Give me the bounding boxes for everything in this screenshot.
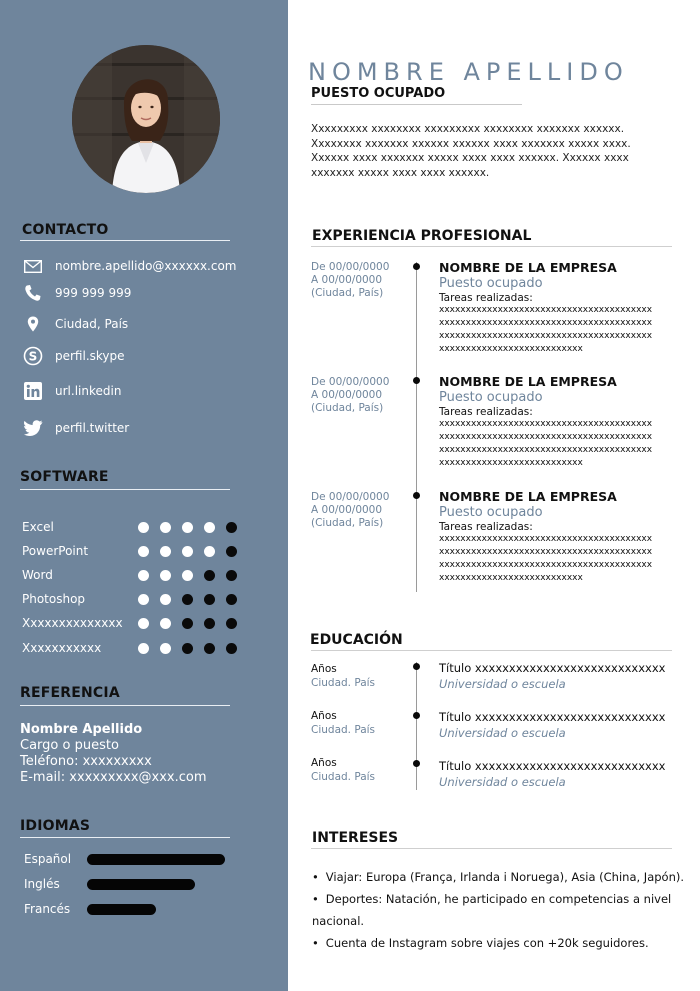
location-pin-icon bbox=[23, 314, 43, 334]
timeline-dot bbox=[413, 377, 420, 384]
skill-dot bbox=[138, 522, 149, 533]
contact-skype-text: perfil.skype bbox=[55, 349, 125, 363]
skill-dot bbox=[204, 643, 215, 654]
software-name: PowerPoint bbox=[22, 544, 89, 558]
interests-list bbox=[312, 866, 700, 954]
language-level-bar bbox=[87, 904, 156, 915]
contact-heading: CONTACTO bbox=[22, 222, 109, 238]
skill-dot bbox=[204, 618, 215, 629]
software-row bbox=[22, 543, 237, 559]
experience-entry bbox=[439, 260, 664, 356]
experience-timeline bbox=[416, 262, 417, 592]
software-row bbox=[22, 640, 237, 656]
contact-phone-text: 999 999 999 bbox=[55, 286, 132, 300]
skill-dot bbox=[160, 618, 171, 629]
institution-name: Universidad o escuela bbox=[439, 775, 566, 789]
company-name: NOMBRE DE LA EMPRESA bbox=[439, 489, 617, 504]
language-level-bar bbox=[87, 879, 195, 890]
interests-divider bbox=[311, 848, 672, 849]
skill-dot bbox=[138, 594, 149, 605]
linkedin-icon bbox=[23, 381, 43, 401]
skill-dot bbox=[226, 618, 237, 629]
timeline-dot bbox=[413, 492, 420, 499]
interest-item: • Cuenta de Instagram sobre viajes con +20k seguidores. bbox=[312, 932, 700, 954]
sidebar bbox=[0, 0, 288, 991]
education-city: Ciudad. País bbox=[311, 677, 376, 689]
contact-divider bbox=[20, 240, 230, 241]
skill-rating bbox=[138, 546, 237, 557]
language-name: Español bbox=[24, 852, 72, 866]
skill-dot bbox=[182, 570, 193, 581]
experience-from: De 00/00/0000 bbox=[311, 491, 390, 503]
contact-linkedin[interactable] bbox=[23, 381, 121, 401]
skill-dot bbox=[160, 570, 171, 581]
education-years: Años bbox=[311, 757, 337, 769]
skill-dot bbox=[226, 522, 237, 533]
education-years: Años bbox=[311, 663, 337, 675]
education-entry bbox=[439, 660, 665, 692]
contact-skype[interactable] bbox=[23, 346, 125, 366]
education-divider bbox=[311, 650, 672, 651]
reference-heading: REFERENCIA bbox=[20, 685, 120, 701]
full-name: NOMBRE APELLIDO bbox=[308, 58, 629, 86]
experience-to: A 00/00/0000 bbox=[311, 389, 383, 401]
skill-dot bbox=[182, 522, 193, 533]
language-row bbox=[24, 852, 225, 866]
education-heading: EDUCACIÓN bbox=[310, 632, 403, 648]
experience-heading: EXPERIENCIA PROFESIONAL bbox=[312, 228, 532, 244]
skill-rating bbox=[138, 643, 237, 654]
language-name: Inglés bbox=[24, 877, 60, 891]
skill-dot bbox=[226, 643, 237, 654]
education-city: Ciudad. País bbox=[311, 724, 376, 736]
experience-divider bbox=[311, 246, 672, 247]
reference-email[interactable]: E-mail: xxxxxxxxx@xxx.com bbox=[20, 770, 207, 785]
contact-twitter-text: perfil.twitter bbox=[55, 421, 130, 435]
interest-item: • Viajar: Europa (França, Irlanda i Noruega), Asia (China, Japón). bbox=[312, 866, 700, 888]
skill-rating bbox=[138, 618, 237, 629]
experience-place: (Ciudad, País) bbox=[311, 402, 384, 414]
experience-from: De 00/00/0000 bbox=[311, 261, 390, 273]
skill-rating bbox=[138, 594, 237, 605]
software-name: Xxxxxxxxxxxxxx bbox=[22, 616, 123, 630]
education-city: Ciudad. País bbox=[311, 771, 376, 783]
languages-divider bbox=[20, 837, 230, 838]
skill-dot bbox=[226, 570, 237, 581]
skill-dot bbox=[182, 643, 193, 654]
education-meta bbox=[311, 662, 375, 690]
software-heading: SOFTWARE bbox=[20, 469, 109, 485]
institution-name: Universidad o escuela bbox=[439, 677, 566, 691]
education-meta bbox=[311, 709, 375, 737]
software-name: Word bbox=[22, 568, 53, 582]
tasks-text: xxxxxxxxxxxxxxxxxxxxxxxxxxxxxxxxxxxxxxxxxxxxxxxxxxxxxxxxxxxxxxxxxxxxxxxxxxxxxxxxxxxxxxxxxxxxxxxxxxxxxxxxxxxxxxxxxxxxxxxxxxxxxxxxxxxxxxxxxxxxxxxxxxx bbox=[439, 534, 653, 583]
experience-place: (Ciudad, País) bbox=[311, 517, 384, 529]
skill-rating bbox=[138, 570, 237, 581]
software-name: Photoshop bbox=[22, 592, 86, 606]
experience-dates bbox=[311, 376, 389, 415]
education-entry bbox=[439, 709, 665, 741]
skill-dot bbox=[138, 570, 149, 581]
phone-icon bbox=[23, 283, 43, 303]
contact-location bbox=[23, 314, 128, 334]
skill-dot bbox=[160, 546, 171, 557]
timeline-dot bbox=[413, 760, 420, 767]
language-level-bar bbox=[87, 854, 225, 865]
reference-block bbox=[20, 722, 207, 786]
skill-dot bbox=[204, 594, 215, 605]
timeline-dot bbox=[413, 712, 420, 719]
job-title: PUESTO OCUPADO bbox=[311, 86, 446, 101]
skill-dot bbox=[204, 570, 215, 581]
degree-title: Título xxxxxxxxxxxxxxxxxxxxxxxxxxxx bbox=[439, 661, 666, 675]
skill-dot bbox=[226, 546, 237, 557]
language-row bbox=[24, 902, 156, 916]
intro-paragraph: Xxxxxxxxx xxxxxxxx xxxxxxxxx xxxxxxxx xxxxxxx xxxxxx. Xxxxxxxx xxxxxxx xxxxxx xxxxxx xxxx xxxxxxx xxxxx xxxx. Xxxxxx xxxx xxxxxxx xxxxx xxxx xxxx xxxxxx. Xxxxxx xxxx xxxxxxx xxxxx xxxx xxxx xxxxxx. bbox=[311, 123, 631, 179]
tasks-text: xxxxxxxxxxxxxxxxxxxxxxxxxxxxxxxxxxxxxxxxxxxxxxxxxxxxxxxxxxxxxxxxxxxxxxxxxxxxxxxxxxxxxxxxxxxxxxxxxxxxxxxxxxxxxxxxxxxxxxxxxxxxxxxxxxxxxxxxxxxxxxxxxxx bbox=[439, 305, 653, 354]
position-title: Puesto ocupado bbox=[439, 505, 543, 520]
contact-linkedin-text: url.linkedin bbox=[55, 384, 122, 398]
skill-dot bbox=[160, 522, 171, 533]
skill-rating bbox=[138, 522, 237, 533]
skill-dot bbox=[182, 594, 193, 605]
education-meta bbox=[311, 756, 375, 784]
languages-heading: IDIOMAS bbox=[20, 818, 91, 834]
company-name: NOMBRE DE LA EMPRESA bbox=[439, 374, 617, 389]
experience-from: De 00/00/0000 bbox=[311, 376, 390, 388]
skill-dot bbox=[160, 643, 171, 654]
software-name: Xxxxxxxxxxx bbox=[22, 641, 102, 655]
skill-dot bbox=[204, 546, 215, 557]
svg-text:S: S bbox=[28, 349, 38, 364]
education-timeline bbox=[416, 662, 417, 790]
experience-place: (Ciudad, País) bbox=[311, 287, 384, 299]
software-divider bbox=[20, 489, 230, 490]
skill-dot bbox=[182, 546, 193, 557]
degree-title: Título xxxxxxxxxxxxxxxxxxxxxxxxxxxx bbox=[439, 710, 666, 724]
software-name: Excel bbox=[22, 520, 54, 534]
experience-dates bbox=[311, 261, 389, 300]
reference-name: Nombre Apellido bbox=[20, 722, 143, 737]
skill-dot bbox=[138, 546, 149, 557]
skype-icon bbox=[23, 346, 43, 366]
contact-phone[interactable] bbox=[23, 283, 131, 303]
skill-dot bbox=[138, 643, 149, 654]
reference-role: Cargo o puesto bbox=[20, 738, 119, 753]
contact-email[interactable] bbox=[23, 256, 237, 276]
tasks-label: Tareas realizadas: bbox=[439, 406, 533, 418]
job-title-divider bbox=[311, 104, 522, 105]
software-row bbox=[22, 567, 237, 583]
experience-dates bbox=[311, 491, 389, 530]
skill-dot bbox=[182, 618, 193, 629]
timeline-dot bbox=[413, 663, 420, 670]
experience-to: A 00/00/0000 bbox=[311, 274, 383, 286]
contact-location-text: Ciudad, País bbox=[55, 317, 129, 331]
tasks-label: Tareas realizadas: bbox=[439, 521, 533, 533]
skill-dot bbox=[226, 594, 237, 605]
language-row bbox=[24, 877, 195, 891]
skill-dot bbox=[160, 594, 171, 605]
company-name: NOMBRE DE LA EMPRESA bbox=[439, 260, 617, 275]
degree-title: Título xxxxxxxxxxxxxxxxxxxxxxxxxxxx bbox=[439, 759, 666, 773]
skill-dot bbox=[138, 618, 149, 629]
twitter-icon bbox=[23, 418, 43, 438]
skill-dot bbox=[204, 522, 215, 533]
interest-item: • Deportes: Natación, he participado en competencias a nivel nacional. bbox=[312, 888, 700, 932]
education-years: Años bbox=[311, 710, 337, 722]
experience-to: A 00/00/0000 bbox=[311, 504, 383, 516]
mail-icon bbox=[23, 256, 43, 276]
reference-phone: Teléfono: xxxxxxxxx bbox=[20, 754, 152, 769]
position-title: Puesto ocupado bbox=[439, 276, 543, 291]
language-name: Francés bbox=[24, 902, 71, 916]
experience-entry bbox=[439, 374, 664, 470]
interests-heading: INTERESES bbox=[312, 830, 399, 846]
institution-name: Universidad o escuela bbox=[439, 726, 566, 740]
position-title: Puesto ocupado bbox=[439, 390, 543, 405]
education-entry bbox=[439, 758, 665, 790]
software-row bbox=[22, 591, 237, 607]
tasks-label: Tareas realizadas: bbox=[439, 292, 533, 304]
software-row bbox=[22, 519, 237, 535]
timeline-dot bbox=[413, 263, 420, 270]
software-row bbox=[22, 615, 237, 631]
profile-photo bbox=[72, 45, 220, 193]
contact-twitter[interactable] bbox=[23, 418, 129, 438]
contact-email-text: nombre.apellido@xxxxxx.com bbox=[55, 259, 237, 273]
experience-entry bbox=[439, 489, 664, 585]
reference-divider bbox=[20, 705, 230, 706]
tasks-text: xxxxxxxxxxxxxxxxxxxxxxxxxxxxxxxxxxxxxxxxxxxxxxxxxxxxxxxxxxxxxxxxxxxxxxxxxxxxxxxxxxxxxxxxxxxxxxxxxxxxxxxxxxxxxxxxxxxxxxxxxxxxxxxxxxxxxxxxxxxxxxxxxxx bbox=[439, 419, 653, 468]
